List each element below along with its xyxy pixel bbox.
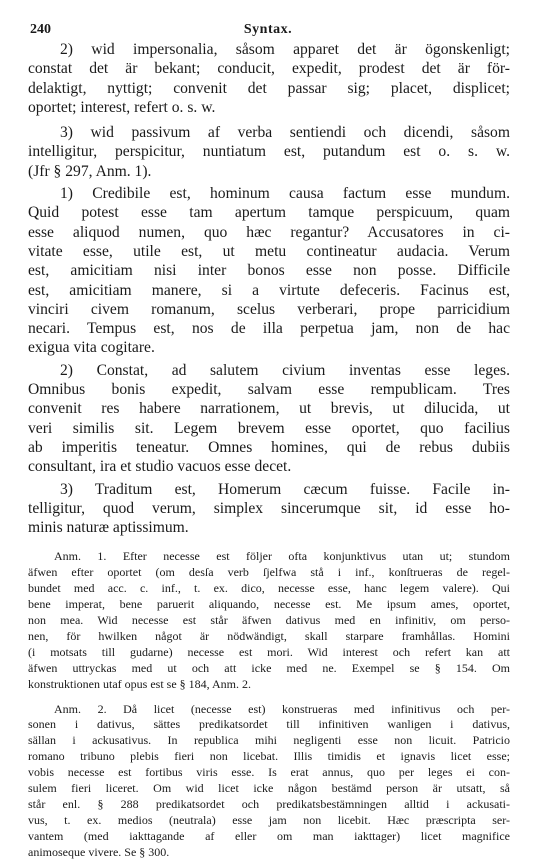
- text-line: exigua vita cogitare.: [28, 339, 155, 357]
- text-line: vitate esse, utile est, ut metu contineatur audacia. Verum: [28, 242, 510, 260]
- note-anm-2: [28, 702, 510, 861]
- text-line: 3) Traditum est, Homerum cæcum fuisse. Facile in-: [60, 480, 510, 498]
- text-line: bundet med acc. c. inf., t. ex. dico, necesse esse, hanc legem valere). Qui: [28, 581, 510, 596]
- text-line: sulem fieri liceret. Om wid licet icke någon bestämd person är utsatt, så: [28, 781, 510, 796]
- text-line: Omnibus bonis expedit, salvam esse rempublicam. Tres: [28, 381, 510, 399]
- text-line: animoseque vivere. Se § 300.: [28, 844, 170, 859]
- text-line: delaktigt, nyttigt; convenit det passar sig; placet, displicet;: [28, 79, 510, 97]
- text-line: står enl. § 288 predikatsordet och predikatsbestämningen alltid i ackusati-: [28, 797, 510, 812]
- text-line: 2) wid impersonalia, såsom apparet det är ögonskenligt;: [60, 41, 510, 58]
- page-body: [28, 40, 510, 861]
- text-line: necari. Tempus est, nos de illa perpetua jam, non de hac: [28, 320, 510, 338]
- text-line: vinciri civem romanum, scelus verberari, prope parricidium: [28, 300, 510, 318]
- text-line: (i motsats till gudarne) necesse est mori. Wid interest och refert kan att: [28, 644, 510, 659]
- text-line: non mea. Wid necesse est står äfwen dativus med en infinitiv, om perso-: [28, 613, 510, 628]
- page-number: 240: [30, 22, 51, 37]
- text-line: telligitur, quod verum, simplex sincerumque sit, id esse ho-: [28, 499, 510, 517]
- example-paragraph-1: [28, 184, 510, 358]
- text-line: Anm. 2. Då licet (necesse est) konstrueras med infinitivus och per-: [54, 701, 510, 716]
- text-line: minis naturæ aptissimum.: [28, 519, 189, 537]
- text-line: esse aliquod numen, quo hæc regantur? Accusatores in ci-: [28, 223, 510, 241]
- text-line: constat det är bekant; conducit, expedit, prodest det är för-: [28, 60, 510, 78]
- text-line: 2) Constat, ad salutem civium inventas esse leges.: [60, 361, 510, 379]
- text-line: nen, för hwilken något är nödwändigt, skall starpare framhållas. Homini: [28, 628, 510, 643]
- text-line: (Jfr § 297, Anm. 1).: [28, 162, 152, 180]
- text-line: sällan i ackusativus. In republica mihi negligenti esse non licuit. Patricio: [28, 733, 510, 748]
- note-anm-1: [28, 549, 510, 692]
- text-line: intelligitur, perspicitur, nuntiatum est, putandum est o. s. w.: [28, 143, 510, 161]
- text-line: vus, t. ex. medios (neutrala) esse jam non licebit. Hæc præscripta ser-: [28, 812, 510, 827]
- text-line: 1) Credibile est, hominum causa factum esse mundum.: [60, 185, 510, 203]
- text-line: 3) wid passivum af verba sentiendi och dicendi, såsom: [60, 124, 510, 142]
- example-paragraph-2: [28, 361, 510, 477]
- text-line: est, amicitiam manere, si a virtute defeceris. Facinus est,: [28, 281, 510, 299]
- text-line: konstruktionen utaf opus est se § 184, Anm. 2.: [28, 676, 251, 691]
- text-line: convenit res habere narrationem, ut brevis, ut dilucida, ut: [28, 400, 510, 418]
- text-line: Anm. 1. Efter necesse est följer ofta konjunktivus utan ut; stundom: [54, 549, 510, 564]
- text-line: est, amicitiam nisi inter bonos esse non posse. Difficile: [28, 262, 510, 280]
- text-line: vobis necesse est fortibus viris esse. Is erat annus, quo per leges ei con-: [28, 765, 510, 780]
- text-line: romano tribuno plebis fieri non licebat. Illis timidis et ignavis licet esse;: [28, 749, 510, 764]
- rule-section-3: [28, 123, 510, 181]
- text-line: vantem (med iakttagande af eller om man iakttager) licet magnifice: [28, 828, 510, 843]
- text-line: veri similis sit. Legem brevem esse oportet, quo facilius: [28, 419, 510, 437]
- example-paragraph-3: [28, 480, 510, 538]
- text-line: oportet; interest, refert o. s. w.: [28, 98, 216, 116]
- text-line: äfwen efter oportet (om desſa verb ſjelfwa stå i inf., konſtrueras de regel-: [28, 565, 510, 580]
- text-line: ab imperitis teneatur. Omnes homines, qui de rebus dubiis: [28, 438, 510, 456]
- text-line: bene imperat, bene paruerit aliquando, necesse est. Me ipsum ames, oportet,: [28, 597, 510, 612]
- rule-section-2: [28, 40, 510, 117]
- text-line: sonen i dativus, sättes predikatsordet till infinitiven wanligen i dativus,: [28, 717, 510, 732]
- text-line: Quid potest esse tam apertum tamque perspicuum, quam: [28, 204, 510, 222]
- text-line: consultant, ira et studio vacuos esse decet.: [28, 458, 292, 476]
- text-line: äfwen uttryckas med ut och att icke med ne. Exempel se § 154. Om: [28, 660, 510, 675]
- running-title: Syntax.: [243, 22, 293, 37]
